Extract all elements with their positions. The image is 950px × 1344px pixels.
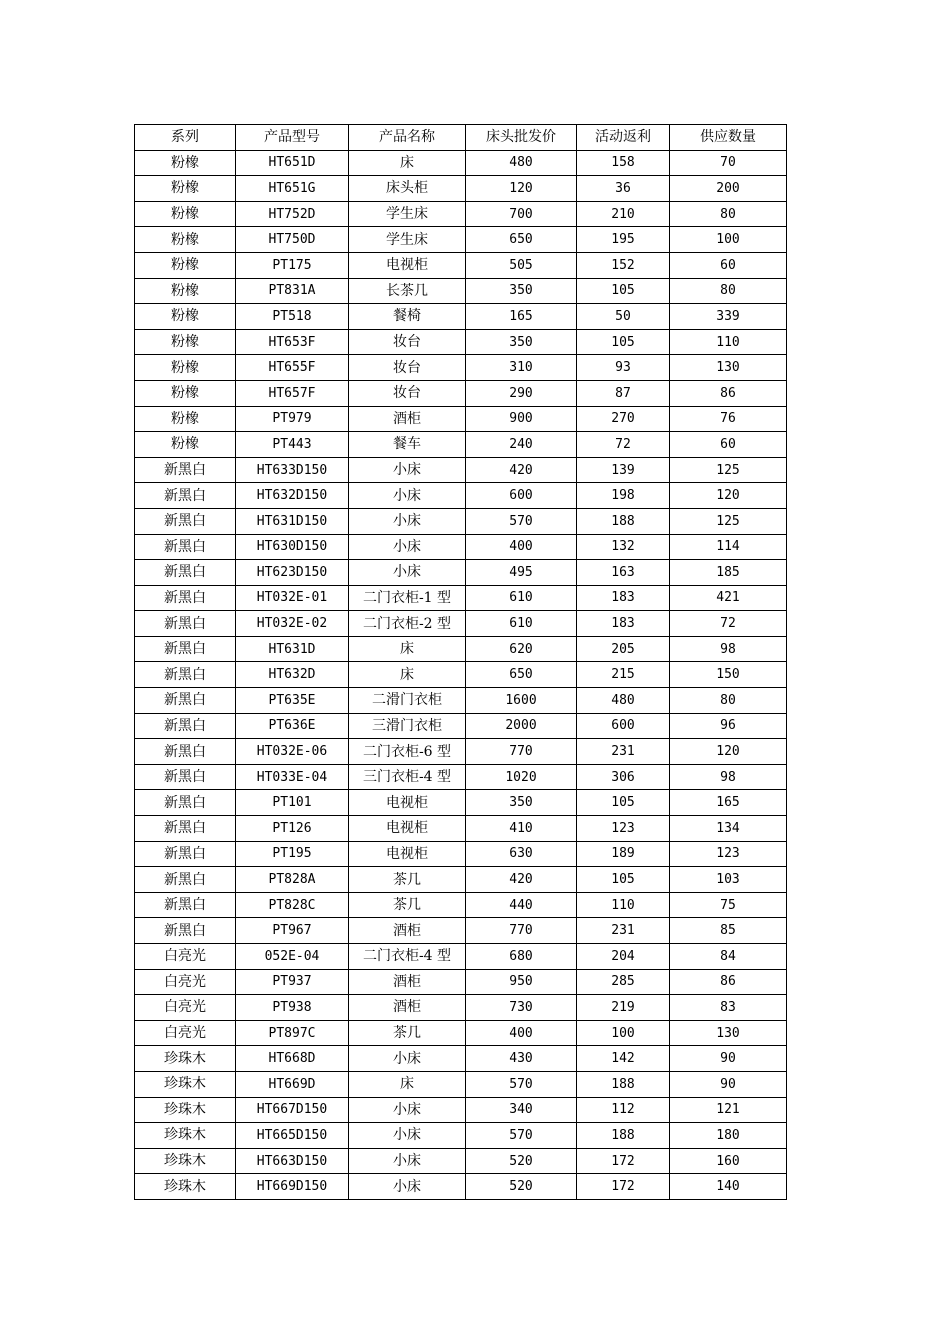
cell-series: 粉橡 [135, 176, 236, 202]
cell-series: 新黑白 [135, 457, 236, 483]
cell-rebate: 152 [577, 252, 670, 278]
cell-product-name: 二门衣柜-6 型 [349, 739, 466, 765]
cell-model: PT897C [236, 1020, 349, 1046]
cell-series: 新黑白 [135, 816, 236, 842]
cell-product-name: 床 [349, 1071, 466, 1097]
cell-rebate: 306 [577, 764, 670, 790]
cell-wholesale-price: 1020 [466, 764, 577, 790]
cell-rebate: 172 [577, 1148, 670, 1174]
cell-wholesale-price: 165 [466, 304, 577, 330]
cell-supply-qty: 80 [670, 688, 787, 714]
table-row [135, 406, 787, 432]
cell-series: 粉橡 [135, 380, 236, 406]
cell-series: 新黑白 [135, 688, 236, 714]
table-row [135, 1123, 787, 1149]
cell-rebate: 188 [577, 508, 670, 534]
cell-series: 白亮光 [135, 995, 236, 1021]
table-row [135, 483, 787, 509]
cell-model: PT828C [236, 892, 349, 918]
cell-model: HT630D150 [236, 534, 349, 560]
cell-supply-qty: 60 [670, 252, 787, 278]
cell-product-name: 二门衣柜-2 型 [349, 611, 466, 637]
cell-wholesale-price: 420 [466, 457, 577, 483]
cell-supply-qty: 114 [670, 534, 787, 560]
cell-rebate: 204 [577, 944, 670, 970]
cell-rebate: 231 [577, 918, 670, 944]
cell-wholesale-price: 570 [466, 508, 577, 534]
cell-product-name: 茶几 [349, 867, 466, 893]
table-row [135, 329, 787, 355]
cell-rebate: 50 [577, 304, 670, 330]
cell-wholesale-price: 610 [466, 585, 577, 611]
table-row [135, 662, 787, 688]
header-supply-qty: 供应数量 [670, 125, 787, 151]
cell-product-name: 妆台 [349, 329, 466, 355]
cell-model: HT651G [236, 176, 349, 202]
cell-rebate: 198 [577, 483, 670, 509]
cell-series: 珍珠木 [135, 1046, 236, 1072]
table-row [135, 1097, 787, 1123]
cell-model: HT663D150 [236, 1148, 349, 1174]
cell-series: 粉橡 [135, 432, 236, 458]
cell-model: HT032E-01 [236, 585, 349, 611]
cell-rebate: 163 [577, 560, 670, 586]
cell-product-name: 茶几 [349, 1020, 466, 1046]
cell-model: HT032E-06 [236, 739, 349, 765]
cell-supply-qty: 150 [670, 662, 787, 688]
cell-series: 粉橡 [135, 227, 236, 253]
cell-product-name: 酒柜 [349, 918, 466, 944]
cell-wholesale-price: 410 [466, 816, 577, 842]
cell-supply-qty: 75 [670, 892, 787, 918]
cell-model: PT101 [236, 790, 349, 816]
table-row [135, 918, 787, 944]
cell-product-name: 小床 [349, 1148, 466, 1174]
cell-model: PT443 [236, 432, 349, 458]
cell-wholesale-price: 240 [466, 432, 577, 458]
cell-supply-qty: 110 [670, 329, 787, 355]
cell-supply-qty: 125 [670, 508, 787, 534]
table-row [135, 534, 787, 560]
cell-supply-qty: 98 [670, 636, 787, 662]
cell-model: PT635E [236, 688, 349, 714]
cell-product-name: 小床 [349, 508, 466, 534]
cell-series: 粉橡 [135, 252, 236, 278]
cell-supply-qty: 80 [670, 278, 787, 304]
cell-rebate: 105 [577, 790, 670, 816]
cell-product-name: 小床 [349, 560, 466, 586]
cell-rebate: 189 [577, 841, 670, 867]
cell-product-name: 三门衣柜-4 型 [349, 764, 466, 790]
cell-product-name: 茶几 [349, 892, 466, 918]
cell-model: PT518 [236, 304, 349, 330]
cell-product-name: 电视柜 [349, 252, 466, 278]
cell-rebate: 158 [577, 150, 670, 176]
cell-product-name: 长茶几 [349, 278, 466, 304]
header-product-name: 产品名称 [349, 125, 466, 151]
cell-wholesale-price: 340 [466, 1097, 577, 1123]
cell-rebate: 36 [577, 176, 670, 202]
cell-rebate: 93 [577, 355, 670, 381]
cell-wholesale-price: 120 [466, 176, 577, 202]
table-row [135, 969, 787, 995]
cell-wholesale-price: 900 [466, 406, 577, 432]
cell-wholesale-price: 310 [466, 355, 577, 381]
cell-supply-qty: 185 [670, 560, 787, 586]
table-body [135, 150, 787, 1199]
table-row [135, 1046, 787, 1072]
cell-series: 珍珠木 [135, 1071, 236, 1097]
cell-model: HT668D [236, 1046, 349, 1072]
cell-product-name: 床 [349, 662, 466, 688]
cell-wholesale-price: 630 [466, 841, 577, 867]
table-row [135, 355, 787, 381]
cell-model: PT828A [236, 867, 349, 893]
cell-supply-qty: 98 [670, 764, 787, 790]
cell-rebate: 285 [577, 969, 670, 995]
cell-series: 新黑白 [135, 508, 236, 534]
cell-series: 新黑白 [135, 611, 236, 637]
cell-supply-qty: 339 [670, 304, 787, 330]
table-row [135, 611, 787, 637]
cell-wholesale-price: 950 [466, 969, 577, 995]
cell-model: HT623D150 [236, 560, 349, 586]
table-row [135, 252, 787, 278]
table-row [135, 764, 787, 790]
cell-wholesale-price: 420 [466, 867, 577, 893]
cell-wholesale-price: 700 [466, 201, 577, 227]
table-row [135, 380, 787, 406]
cell-product-name: 电视柜 [349, 816, 466, 842]
cell-rebate: 132 [577, 534, 670, 560]
cell-wholesale-price: 570 [466, 1123, 577, 1149]
cell-model: PT831A [236, 278, 349, 304]
cell-wholesale-price: 440 [466, 892, 577, 918]
cell-supply-qty: 165 [670, 790, 787, 816]
cell-product-name: 三滑门衣柜 [349, 713, 466, 739]
cell-model: HT669D [236, 1071, 349, 1097]
cell-supply-qty: 100 [670, 227, 787, 253]
cell-supply-qty: 160 [670, 1148, 787, 1174]
cell-product-name: 小床 [349, 1046, 466, 1072]
cell-rebate: 105 [577, 867, 670, 893]
cell-wholesale-price: 520 [466, 1148, 577, 1174]
cell-model: PT937 [236, 969, 349, 995]
cell-supply-qty: 86 [670, 380, 787, 406]
cell-product-name: 二门衣柜-1 型 [349, 585, 466, 611]
cell-series: 新黑白 [135, 636, 236, 662]
cell-model: HT632D [236, 662, 349, 688]
cell-model: HT633D150 [236, 457, 349, 483]
table-row [135, 201, 787, 227]
cell-rebate: 139 [577, 457, 670, 483]
cell-product-name: 电视柜 [349, 790, 466, 816]
cell-supply-qty: 96 [670, 713, 787, 739]
cell-product-name: 妆台 [349, 355, 466, 381]
cell-rebate: 480 [577, 688, 670, 714]
cell-product-name: 学生床 [349, 227, 466, 253]
cell-series: 新黑白 [135, 918, 236, 944]
cell-rebate: 188 [577, 1071, 670, 1097]
cell-product-name: 小床 [349, 1123, 466, 1149]
cell-wholesale-price: 650 [466, 662, 577, 688]
cell-product-name: 床 [349, 150, 466, 176]
table-row [135, 1071, 787, 1097]
cell-wholesale-price: 770 [466, 739, 577, 765]
table-row [135, 688, 787, 714]
cell-supply-qty: 60 [670, 432, 787, 458]
cell-product-name: 二门衣柜-4 型 [349, 944, 466, 970]
cell-wholesale-price: 400 [466, 534, 577, 560]
table-row [135, 560, 787, 586]
table-row [135, 1174, 787, 1200]
table-row [135, 304, 787, 330]
cell-rebate: 195 [577, 227, 670, 253]
cell-series: 新黑白 [135, 534, 236, 560]
cell-wholesale-price: 610 [466, 611, 577, 637]
cell-series: 新黑白 [135, 790, 236, 816]
cell-supply-qty: 84 [670, 944, 787, 970]
table-row [135, 739, 787, 765]
header-model: 产品型号 [236, 125, 349, 151]
cell-model: PT967 [236, 918, 349, 944]
table-row [135, 944, 787, 970]
cell-supply-qty: 200 [670, 176, 787, 202]
header-rebate: 活动返利 [577, 125, 670, 151]
product-table [134, 124, 787, 1200]
cell-product-name: 妆台 [349, 380, 466, 406]
cell-supply-qty: 130 [670, 1020, 787, 1046]
cell-wholesale-price: 650 [466, 227, 577, 253]
cell-rebate: 105 [577, 278, 670, 304]
cell-series: 新黑白 [135, 585, 236, 611]
cell-supply-qty: 140 [670, 1174, 787, 1200]
cell-rebate: 105 [577, 329, 670, 355]
cell-product-name: 学生床 [349, 201, 466, 227]
cell-model: PT175 [236, 252, 349, 278]
cell-series: 珍珠木 [135, 1097, 236, 1123]
cell-product-name: 小床 [349, 1097, 466, 1123]
cell-rebate: 600 [577, 713, 670, 739]
cell-supply-qty: 80 [670, 201, 787, 227]
cell-product-name: 餐椅 [349, 304, 466, 330]
table-row [135, 432, 787, 458]
cell-series: 珍珠木 [135, 1123, 236, 1149]
cell-rebate: 270 [577, 406, 670, 432]
cell-supply-qty: 123 [670, 841, 787, 867]
cell-wholesale-price: 290 [466, 380, 577, 406]
cell-series: 白亮光 [135, 944, 236, 970]
table-row [135, 841, 787, 867]
cell-model: PT195 [236, 841, 349, 867]
cell-wholesale-price: 620 [466, 636, 577, 662]
cell-supply-qty: 85 [670, 918, 787, 944]
table-row [135, 636, 787, 662]
cell-model: HT653F [236, 329, 349, 355]
cell-supply-qty: 134 [670, 816, 787, 842]
cell-model: PT636E [236, 713, 349, 739]
cell-supply-qty: 421 [670, 585, 787, 611]
cell-rebate: 219 [577, 995, 670, 1021]
cell-wholesale-price: 495 [466, 560, 577, 586]
cell-model: HT752D [236, 201, 349, 227]
cell-model: HT632D150 [236, 483, 349, 509]
cell-wholesale-price: 730 [466, 995, 577, 1021]
cell-series: 新黑白 [135, 764, 236, 790]
cell-supply-qty: 90 [670, 1046, 787, 1072]
cell-series: 新黑白 [135, 483, 236, 509]
cell-supply-qty: 130 [670, 355, 787, 381]
cell-supply-qty: 120 [670, 739, 787, 765]
header-series: 系列 [135, 125, 236, 151]
header-wholesale-price: 床头批发价 [466, 125, 577, 151]
cell-supply-qty: 70 [670, 150, 787, 176]
cell-series: 新黑白 [135, 713, 236, 739]
cell-wholesale-price: 480 [466, 150, 577, 176]
table-row [135, 1020, 787, 1046]
cell-model: HT667D150 [236, 1097, 349, 1123]
cell-model: HT657F [236, 380, 349, 406]
cell-product-name: 床 [349, 636, 466, 662]
table-row [135, 816, 787, 842]
cell-product-name: 小床 [349, 457, 466, 483]
cell-product-name: 酒柜 [349, 995, 466, 1021]
table-row [135, 150, 787, 176]
cell-model: HT631D150 [236, 508, 349, 534]
cell-model: HT669D150 [236, 1174, 349, 1200]
cell-wholesale-price: 350 [466, 278, 577, 304]
cell-product-name: 小床 [349, 534, 466, 560]
cell-model: 052E-04 [236, 944, 349, 970]
table-row [135, 227, 787, 253]
table-row [135, 995, 787, 1021]
table-row [135, 1148, 787, 1174]
cell-rebate: 231 [577, 739, 670, 765]
table-row [135, 867, 787, 893]
cell-series: 粉橡 [135, 406, 236, 432]
cell-series: 白亮光 [135, 1020, 236, 1046]
cell-supply-qty: 83 [670, 995, 787, 1021]
cell-model: HT750D [236, 227, 349, 253]
cell-series: 粉橡 [135, 329, 236, 355]
cell-rebate: 142 [577, 1046, 670, 1072]
cell-wholesale-price: 350 [466, 329, 577, 355]
cell-series: 珍珠木 [135, 1148, 236, 1174]
cell-model: HT665D150 [236, 1123, 349, 1149]
cell-rebate: 183 [577, 611, 670, 637]
cell-model: HT651D [236, 150, 349, 176]
table-header-row [135, 125, 787, 151]
cell-product-name: 酒柜 [349, 406, 466, 432]
cell-series: 珍珠木 [135, 1174, 236, 1200]
cell-product-name: 床头柜 [349, 176, 466, 202]
cell-wholesale-price: 505 [466, 252, 577, 278]
table-row [135, 457, 787, 483]
cell-wholesale-price: 2000 [466, 713, 577, 739]
cell-wholesale-price: 1600 [466, 688, 577, 714]
cell-series: 新黑白 [135, 867, 236, 893]
cell-series: 新黑白 [135, 841, 236, 867]
cell-rebate: 188 [577, 1123, 670, 1149]
cell-model: PT126 [236, 816, 349, 842]
cell-rebate: 183 [577, 585, 670, 611]
cell-supply-qty: 76 [670, 406, 787, 432]
cell-rebate: 87 [577, 380, 670, 406]
cell-series: 粉橡 [135, 150, 236, 176]
cell-supply-qty: 90 [670, 1071, 787, 1097]
cell-wholesale-price: 430 [466, 1046, 577, 1072]
cell-wholesale-price: 680 [466, 944, 577, 970]
cell-supply-qty: 125 [670, 457, 787, 483]
cell-product-name: 小床 [349, 1174, 466, 1200]
cell-rebate: 210 [577, 201, 670, 227]
table-row [135, 508, 787, 534]
cell-supply-qty: 103 [670, 867, 787, 893]
cell-rebate: 123 [577, 816, 670, 842]
table-row [135, 278, 787, 304]
cell-series: 粉橡 [135, 278, 236, 304]
cell-model: HT631D [236, 636, 349, 662]
cell-product-name: 酒柜 [349, 969, 466, 995]
cell-supply-qty: 180 [670, 1123, 787, 1149]
cell-series: 新黑白 [135, 662, 236, 688]
cell-model: PT979 [236, 406, 349, 432]
cell-rebate: 112 [577, 1097, 670, 1123]
cell-rebate: 110 [577, 892, 670, 918]
table-row [135, 892, 787, 918]
cell-series: 粉橡 [135, 201, 236, 227]
cell-wholesale-price: 520 [466, 1174, 577, 1200]
cell-wholesale-price: 400 [466, 1020, 577, 1046]
cell-supply-qty: 72 [670, 611, 787, 637]
table-row [135, 790, 787, 816]
cell-rebate: 72 [577, 432, 670, 458]
cell-product-name: 小床 [349, 483, 466, 509]
cell-rebate: 215 [577, 662, 670, 688]
cell-rebate: 205 [577, 636, 670, 662]
table-row [135, 176, 787, 202]
cell-model: HT032E-02 [236, 611, 349, 637]
cell-series: 粉橡 [135, 355, 236, 381]
cell-wholesale-price: 600 [466, 483, 577, 509]
cell-model: PT938 [236, 995, 349, 1021]
cell-series: 粉橡 [135, 304, 236, 330]
cell-product-name: 二滑门衣柜 [349, 688, 466, 714]
cell-supply-qty: 120 [670, 483, 787, 509]
table-row [135, 585, 787, 611]
cell-rebate: 100 [577, 1020, 670, 1046]
cell-series: 新黑白 [135, 892, 236, 918]
cell-supply-qty: 121 [670, 1097, 787, 1123]
cell-product-name: 餐车 [349, 432, 466, 458]
cell-wholesale-price: 770 [466, 918, 577, 944]
cell-series: 白亮光 [135, 969, 236, 995]
cell-series: 新黑白 [135, 739, 236, 765]
cell-wholesale-price: 570 [466, 1071, 577, 1097]
cell-wholesale-price: 350 [466, 790, 577, 816]
cell-model: HT033E-04 [236, 764, 349, 790]
cell-rebate: 172 [577, 1174, 670, 1200]
cell-series: 新黑白 [135, 560, 236, 586]
table-row [135, 713, 787, 739]
cell-product-name: 电视柜 [349, 841, 466, 867]
cell-model: HT655F [236, 355, 349, 381]
cell-supply-qty: 86 [670, 969, 787, 995]
